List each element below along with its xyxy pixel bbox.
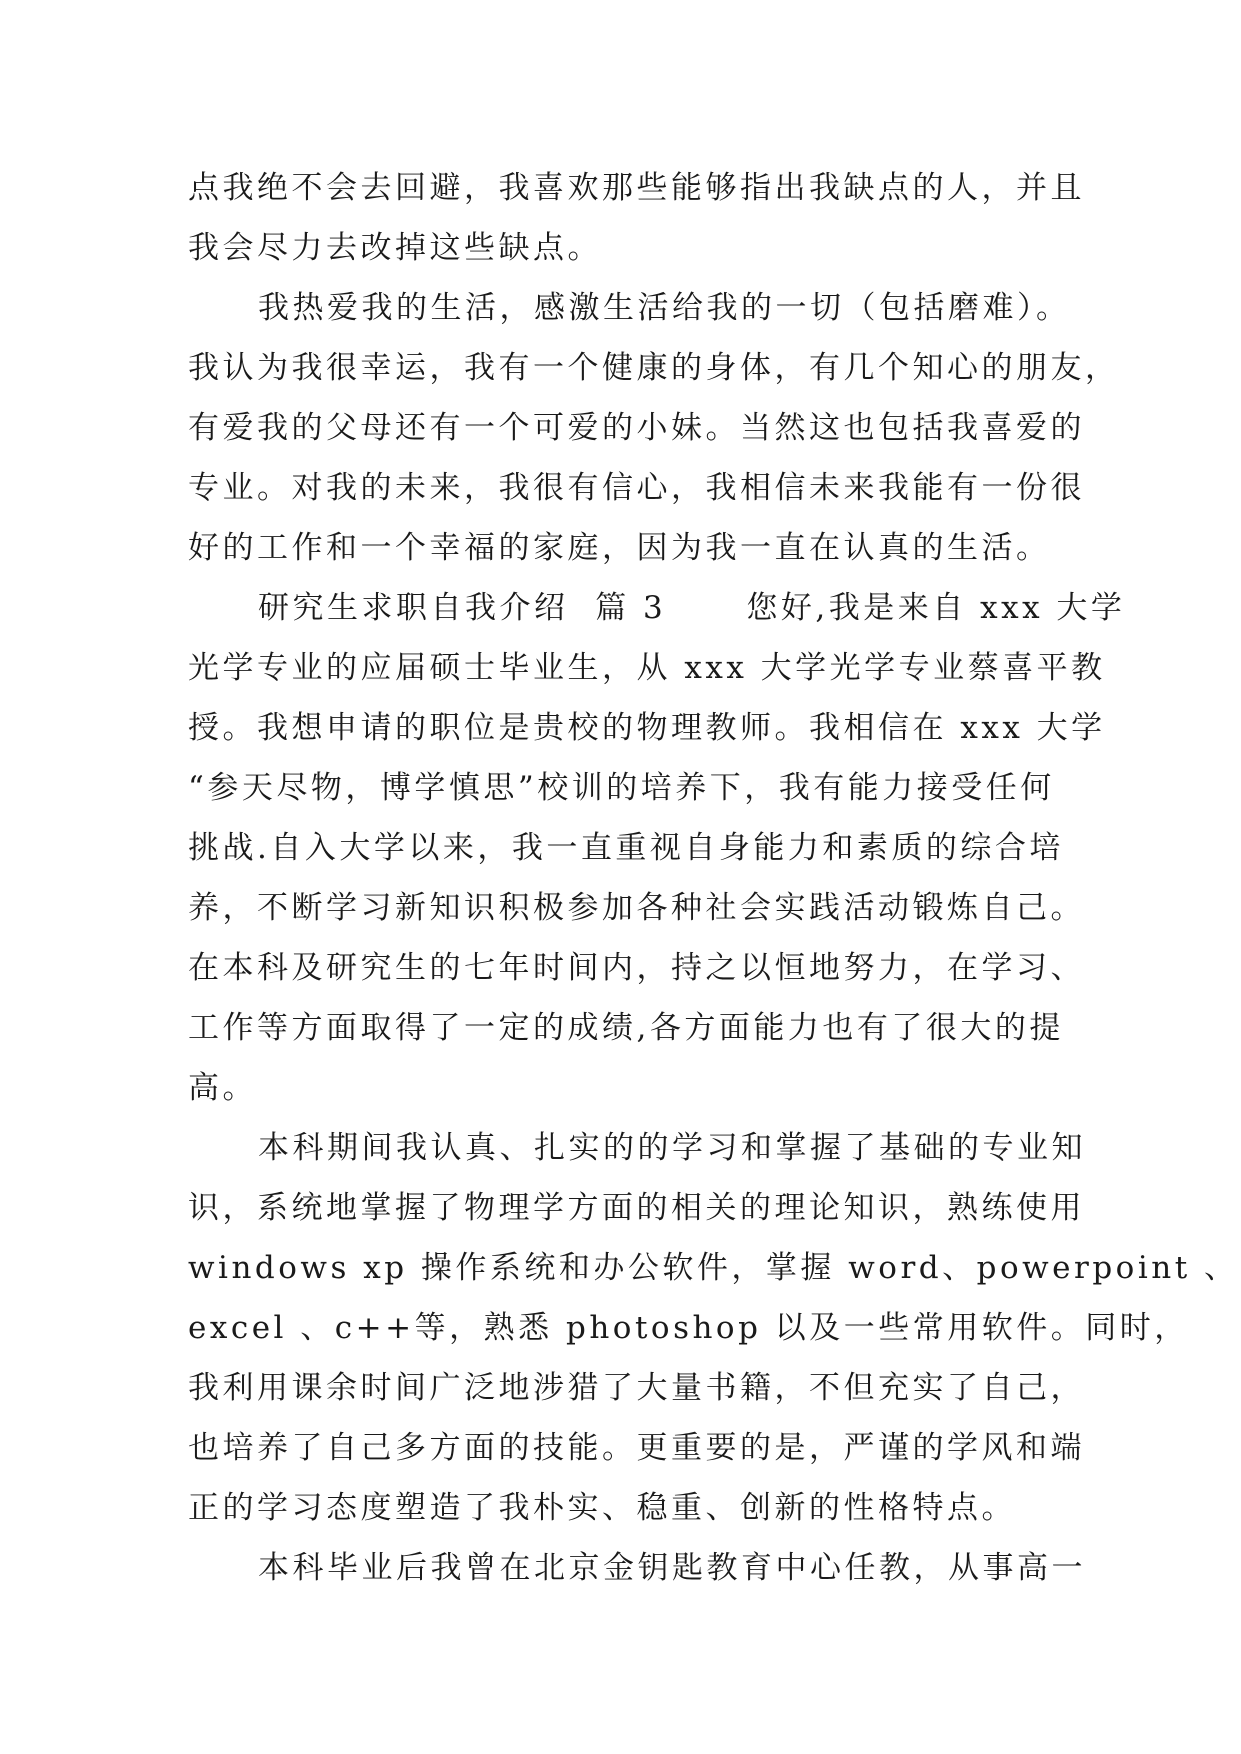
text-line: 授。我想申请的职位是贵校的物理教师。我相信在 xxx 大学 bbox=[188, 710, 1106, 746]
text-line: 本科毕业后我曾在北京金钥匙教育中心任教，从事高一 bbox=[258, 1550, 1086, 1586]
text-line: 我利用课余时间广泛地涉猎了大量书籍，不但充实了自己， bbox=[188, 1370, 1085, 1406]
document-body bbox=[188, 158, 1239, 1598]
text-line: 光学专业的应届硕士毕业生，从 xxx 大学光学专业蔡喜平教 bbox=[188, 650, 1106, 686]
text-line: 专业。对我的未来，我很有信心，我相信未来我能有一份很 bbox=[188, 470, 1085, 506]
text-line: 研究生求职自我介绍 篇 3 您好,我是来自 xxx 大学 bbox=[258, 590, 1126, 626]
text-line: “参天尽物，博学慎思”校训的培养下，我有能力接受任何 bbox=[188, 770, 1055, 806]
text-line: 工作等方面取得了一定的成绩,各方面能力也有了很大的提 bbox=[188, 1010, 1064, 1046]
text-line: 好的工作和一个幸福的家庭，因为我一直在认真的生活。 bbox=[188, 530, 1051, 566]
text-line: 正的学习态度塑造了我朴实、稳重、创新的性格特点。 bbox=[188, 1490, 1016, 1526]
text-line: 我认为我很幸运，我有一个健康的身体，有几个知心的朋友， bbox=[188, 350, 1120, 386]
text-line: 高。 bbox=[188, 1070, 257, 1106]
text-line: excel 、c++等，熟悉 photoshop 以及一些常用软件。同时， bbox=[188, 1310, 1189, 1346]
text-line: windows xp 操作系统和办公软件，掌握 word、powerpoint 、 bbox=[188, 1250, 1239, 1286]
text-line: 本科期间我认真、扎实的的学习和掌握了基础的专业知 bbox=[258, 1130, 1086, 1166]
text-line: 我热爱我的生活，感激生活给我的一切（包括磨难）。 bbox=[258, 290, 1071, 326]
text-line: 有爱我的父母还有一个可爱的小妹。当然这也包括我喜爱的 bbox=[188, 410, 1085, 446]
text-line: 养，不断学习新知识积极参加各种社会实践活动锻炼自己。 bbox=[188, 890, 1085, 926]
text-line: 点我绝不会去回避，我喜欢那些能够指出我缺点的人，并且 bbox=[188, 170, 1085, 206]
text-line: 识，系统地掌握了物理学方面的相关的理论知识，熟练使用 bbox=[188, 1190, 1085, 1226]
text-line: 我会尽力去改掉这些缺点。 bbox=[188, 230, 602, 266]
text-line: 也培养了自己多方面的技能。更重要的是，严谨的学风和端 bbox=[188, 1430, 1085, 1466]
text-line: 在本科及研究生的七年时间内，持之以恒地努力，在学习、 bbox=[188, 950, 1085, 986]
text-line: 挑战.自入大学以来，我一直重视自身能力和素质的综合培 bbox=[188, 830, 1064, 866]
